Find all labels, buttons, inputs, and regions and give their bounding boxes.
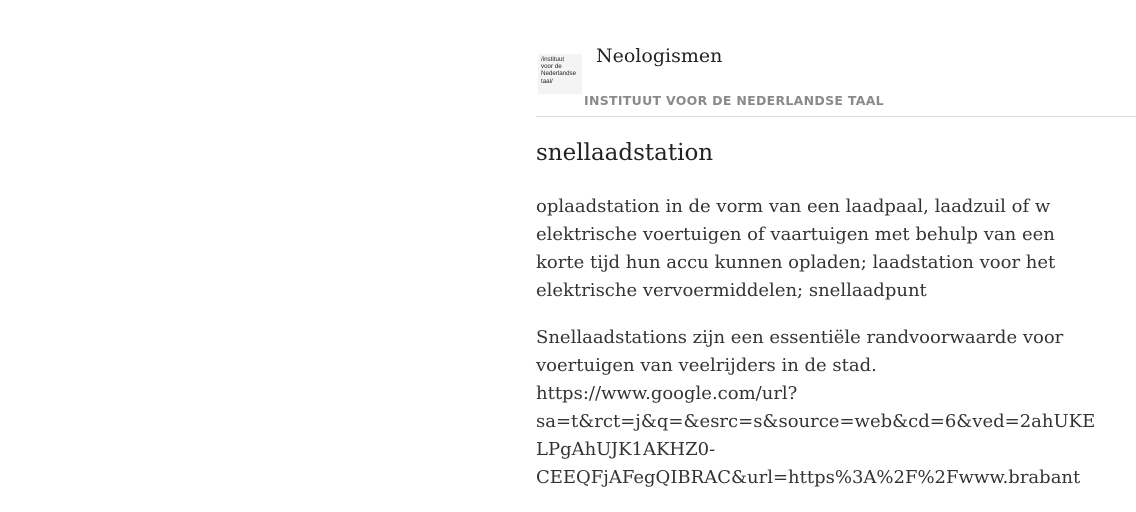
logo-line: /instituut (541, 56, 565, 63)
definition-line: elektrische voertuigen of vaartuigen met behulp van een (536, 224, 1055, 245)
quote-line: Snellaadstations zijn een essentiële randvoorwaarde voor (536, 327, 1064, 348)
definition-line: oplaadstation in de vorm van een laadpaal, laadzuil of w (536, 196, 1051, 217)
institute-logo[interactable] (538, 54, 582, 94)
logo-line: Nederlandse (541, 70, 577, 78)
definition-line: elektrische vervoermiddelen; snellaadpunt (536, 280, 927, 301)
entry-quote (536, 324, 1096, 492)
site-title[interactable]: Neologismen (596, 45, 723, 67)
content-column (536, 0, 1136, 488)
logo-line: taal/ (541, 77, 553, 85)
quote-line: voertuigen van veelrijders in de stad. (536, 355, 877, 376)
quote-source-url[interactable]: https://www.google.com/url? (536, 383, 798, 404)
quote-source-url[interactable]: sa=t&rct=j&q=&esrc=s&source=web&cd=6&ved=2ahUKE (536, 411, 1096, 432)
quote-source-url[interactable]: LPgAhUJK1AKHZ0- (536, 439, 716, 460)
quote-source-url[interactable]: CEEQFjAFegQIBRAC&url=https%3A%2F%2Fwww.brabant (536, 467, 1081, 488)
entry-definition (536, 193, 1096, 305)
entry-term: snellaadstation (536, 140, 714, 166)
logo-text (541, 56, 583, 85)
site-header (536, 0, 1136, 117)
site-subtitle: INSTITUUT VOOR DE NEDERLANDSE TAAL (584, 93, 884, 108)
definition-line: korte tijd hun accu kunnen opladen; laadstation voor het (536, 252, 1056, 273)
logo-line: voor de (541, 63, 562, 71)
